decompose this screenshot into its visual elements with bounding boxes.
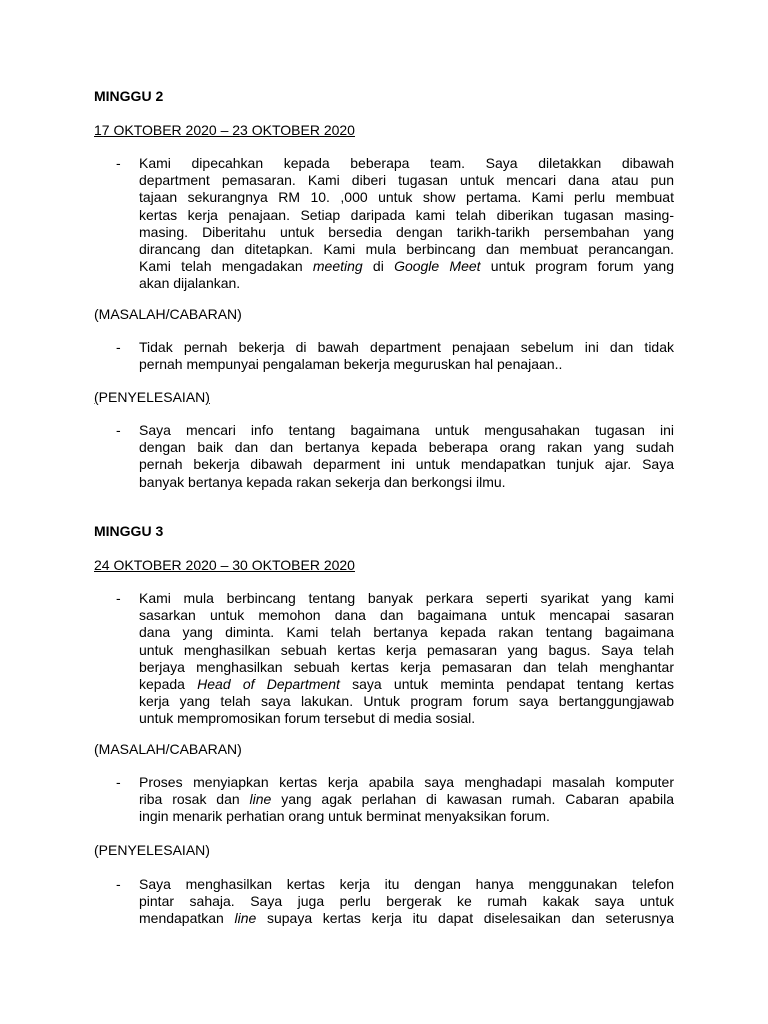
week3-problem-paragraph	[139, 774, 674, 826]
bullet-dash: -	[116, 155, 121, 171]
text-line: pernah bekerja dibawah deparment ini untuk mendapatkan tunjuk ajar. Saya	[139, 456, 674, 473]
text-line: dana yang diminta. Kami telah bertanya kepada rakan tentang bagaimana	[139, 624, 674, 641]
text-line: department pemasaran. Kami diberi tugasan untuk mencari dana atau pun	[139, 172, 674, 189]
text-line: Proses menyiapkan kertas kerja apabila saya menghadapi masalah komputer	[139, 774, 674, 790]
week2-solution-paragraph	[139, 422, 674, 491]
text-line: dirancang dan ditetapkan. Kami mula berbincang dan membuat perancangan.	[139, 241, 674, 258]
text-line: dengan baik dan dan bertanya kepada beberapa orang rakan yang sudah	[139, 439, 674, 456]
text-line: Saya menghasilkan kertas kerja itu dengan hanya menggunakan telefon	[139, 876, 674, 892]
text-line: kertas kerja penajaan. Setiap daripada kami telah diberikan tugasan masing-	[139, 206, 674, 223]
text-line: masing. Diberitahu untuk bersedia dengan tarikh-tarikh persembahan yang	[139, 223, 674, 240]
text-line: riba rosak dan line yang agak perlahan di kawasan rumah. Cabaran apabila	[139, 791, 675, 808]
week2-solution-label: (PENYELESAIAN)	[94, 389, 210, 405]
week3-date: 24 OKTOBER 2020 – 30 OKTOBER 2020	[94, 557, 355, 573]
text-line: ingin menarik perhatian orang untuk berminat menyaksikan forum.	[139, 808, 550, 825]
week2-activity-paragraph	[139, 155, 674, 293]
text-line: mendapatkan line supaya kertas kerja itu dapat diselesaikan dan seterusnya	[139, 910, 674, 927]
bullet-dash: -	[116, 339, 121, 355]
text-line: kerja yang telah saya lakukan. Untuk program forum saya bertanggungjawab	[139, 693, 674, 710]
text-line: pernah mempunyai pengalaman bekerja meguruskan hal penajaan..	[139, 356, 563, 373]
week3-solution-label: (PENYELESAIAN)	[94, 842, 210, 858]
week3-heading: MINGGU 3	[94, 523, 164, 539]
text-line: sasarkan untuk memohon dana dan bagaimana untuk mencapai sasaran	[139, 607, 674, 624]
text-line: Kami dipecahkan kepada beberapa team. Saya diletakkan dibawah	[139, 155, 674, 171]
bullet-dash: -	[116, 590, 121, 606]
text-line: pintar sahaja. Saya juga perlu bergerak ke rumah kakak saya untuk	[139, 893, 674, 910]
text-line: Tidak pernah bekerja di bawah department penajaan sebelum ini dan tidak	[139, 339, 674, 355]
text-line: tajaan sekurangnya RM 10. ,000 untuk show pertama. Kami perlu membuat	[139, 189, 674, 206]
text-line: untuk menghasilkan sebuah kertas kerja pemasaran yang bagus. Saya telah	[139, 641, 674, 658]
text-line: kepada Head of Department saya untuk meminta pendapat tentang kertas	[139, 676, 674, 693]
bullet-dash: -	[116, 774, 121, 790]
week2-problem-paragraph	[139, 339, 674, 373]
week3-problem-label: (MASALAH/CABARAN)	[94, 741, 242, 757]
text-line: untuk mempromosikan forum tersebut di media sosial.	[139, 710, 476, 727]
text-line: berjaya menghasilkan sebuah kertas kerja pemasaran dan telah menghantar	[139, 658, 674, 675]
week3-activity-paragraph	[139, 590, 674, 728]
week2-date: 17 OKTOBER 2020 – 23 OKTOBER 2020	[94, 122, 355, 138]
week2-problem-label: (MASALAH/CABARAN)	[94, 306, 242, 322]
text-line: Kami telah mengadakan meeting di Google Meet untuk program forum yang	[139, 258, 674, 275]
week3-solution-paragraph	[139, 876, 674, 928]
bullet-dash: -	[116, 422, 121, 438]
text-line: Kami mula berbincang tentang banyak perkara seperti syarikat yang kami	[139, 590, 674, 606]
week2-heading: MINGGU 2	[94, 88, 164, 104]
bullet-dash: -	[116, 876, 121, 892]
text-line: Saya mencari info tentang bagaimana untuk mengusahakan tugasan ini	[139, 422, 674, 438]
text-line: banyak bertanya kepada rakan sekerja dan berkongsi ilmu.	[139, 473, 506, 490]
text-line: akan dijalankan.	[139, 275, 241, 292]
